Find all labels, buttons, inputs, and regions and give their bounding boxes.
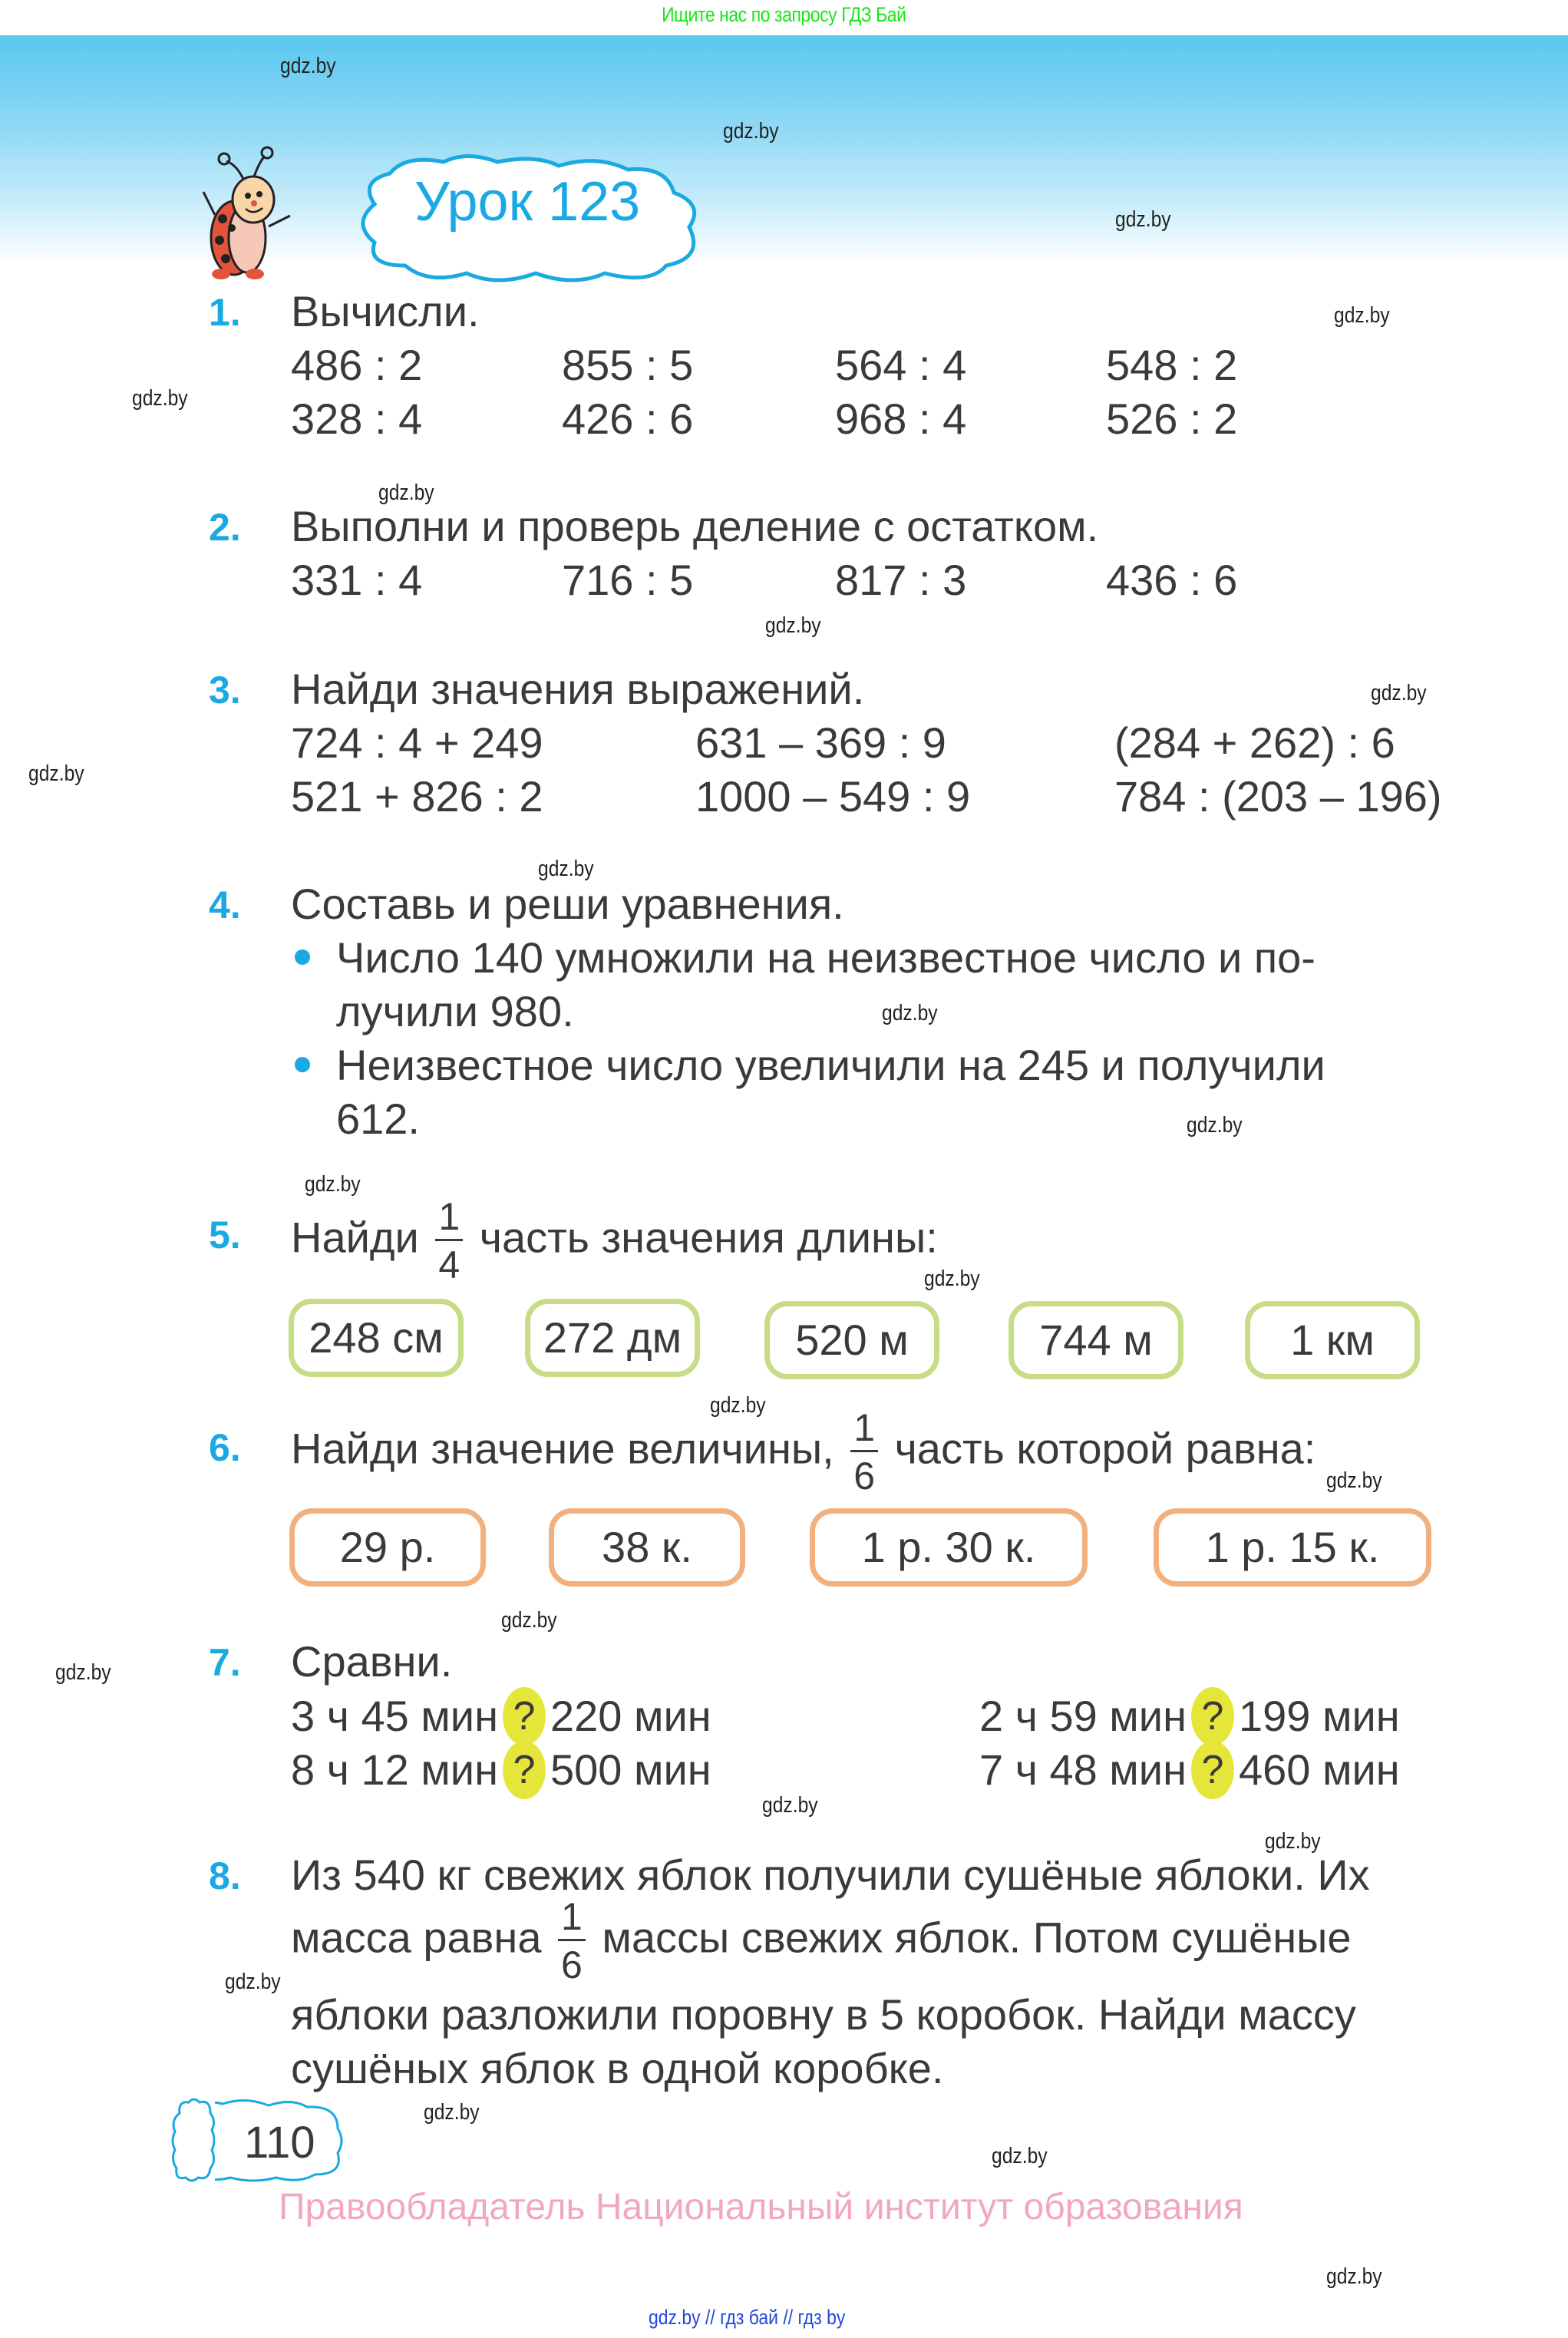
exercise-number: 1. <box>209 291 241 334</box>
ladybug-mascot-icon <box>192 142 303 280</box>
expression: 784 : (203 – 196) <box>1114 772 1442 821</box>
exercise-number: 6. <box>209 1426 241 1469</box>
fraction-numerator: 1 <box>850 1408 878 1452</box>
top-banner <box>0 0 1568 35</box>
expression: (284 + 262) : 6 <box>1114 718 1395 767</box>
exercise-number: 5. <box>209 1214 241 1257</box>
watermark: gdz.by <box>55 1660 111 1685</box>
exercise-title: Сравни. <box>291 1637 453 1686</box>
problem-text <box>291 1897 1352 1984</box>
watermark: gdz.by <box>1115 207 1171 232</box>
watermark: gdz.by <box>1334 303 1390 328</box>
exercise-number: 4. <box>209 883 241 926</box>
watermark: gdz.by <box>132 386 188 411</box>
watermark: gdz.by <box>538 857 594 881</box>
expression: 331 : 4 <box>291 556 423 604</box>
exercise-title: Найди значения выражений. <box>291 665 865 713</box>
comparison-row <box>979 1744 1400 1802</box>
price-value-card: 1 р. 15 к. <box>1154 1508 1431 1587</box>
compare-left: 8 ч 12 мин <box>291 1745 498 1794</box>
problem-text: Из 540 кг свежих яблок получили сушёные яблоки. Их <box>291 1851 1370 1899</box>
lesson-title: Урок 123 <box>414 171 641 233</box>
text-before-fraction: масса равна <box>291 1913 542 1962</box>
watermark: gdz.by <box>1326 1468 1382 1493</box>
fraction-denominator: 6 <box>561 1943 583 1986</box>
exercise-number: 3. <box>209 669 241 712</box>
watermark: gdz.by <box>28 761 84 786</box>
watermark: gdz.by <box>882 1001 938 1025</box>
expression: 1000 – 549 : 9 <box>695 772 971 821</box>
watermark: gdz.by <box>225 1970 281 1994</box>
text-after-fraction: массы свежих яблок. Потом сушёные <box>602 1913 1352 1962</box>
comparison-row <box>291 1690 711 1749</box>
length-value-card: 272 дм <box>525 1299 700 1377</box>
expression: 328 : 4 <box>291 395 423 443</box>
expression: 486 : 2 <box>291 341 423 389</box>
length-value-card: 744 м <box>1008 1301 1183 1379</box>
compare-left: 2 ч 59 мин <box>979 1691 1187 1740</box>
exercise-title: Составь и реши уравнения. <box>291 880 844 928</box>
compare-left: 3 ч 45 мин <box>291 1691 498 1740</box>
comparison-row <box>291 1744 711 1802</box>
exercise-title: Выполни и проверь деление с остатком. <box>291 502 1099 550</box>
expression: 548 : 2 <box>1106 341 1238 389</box>
length-value-card: 520 м <box>764 1301 939 1379</box>
title-after: часть значения длины: <box>479 1213 938 1262</box>
watermark: gdz.by <box>1187 1113 1243 1138</box>
watermark: gdz.by <box>723 119 779 144</box>
expression: 968 : 4 <box>835 395 967 443</box>
title-after: часть которой равна: <box>894 1424 1316 1473</box>
bullet-text: Число 140 умножили на неизвестное число и по- <box>336 933 1315 982</box>
footer-links[interactable]: gdz.by // гдз бай // гдз by <box>649 2306 846 2329</box>
expression: 426 : 6 <box>562 395 694 443</box>
watermark: gdz.by <box>710 1393 766 1418</box>
page-number: 110 <box>244 2118 315 2168</box>
compare-right: 500 мин <box>550 1745 711 1794</box>
watermark: gdz.by <box>280 54 336 78</box>
question-mark-icon: ? <box>1191 1741 1234 1799</box>
exercise-number: 7. <box>209 1641 241 1684</box>
fraction <box>435 1197 463 1284</box>
title-before: Найди значение величины, <box>291 1424 834 1473</box>
fraction-denominator: 4 <box>438 1243 460 1286</box>
expression: 724 : 4 + 249 <box>291 718 543 767</box>
exercise-number: 2. <box>209 506 241 549</box>
question-mark-icon: ? <box>503 1687 546 1745</box>
fraction <box>558 1897 586 1984</box>
top-banner-text: Ищите нас по запросу ГДЗ Бай <box>662 3 906 26</box>
question-mark-icon: ? <box>503 1741 546 1799</box>
problem-text: сушёных яблок в одной коробке. <box>291 2044 944 2092</box>
expression: 716 : 5 <box>562 556 694 604</box>
bullet-icon <box>295 1057 310 1072</box>
bullet-text: лучили 980. <box>336 987 574 1035</box>
compare-right: 460 мин <box>1239 1745 1400 1794</box>
watermark: gdz.by <box>1371 681 1427 705</box>
expression: 817 : 3 <box>835 556 967 604</box>
cloud-icon <box>170 2098 216 2184</box>
length-value-card: 1 км <box>1245 1301 1420 1379</box>
comparison-row <box>979 1690 1400 1749</box>
watermark: gdz.by <box>765 613 821 638</box>
watermark: gdz.by <box>1326 2264 1382 2289</box>
expression: 526 : 2 <box>1106 395 1238 443</box>
price-value-card: 29 р. <box>289 1508 486 1587</box>
exercise-title: Вычисли. <box>291 287 480 335</box>
exercise-title <box>291 1406 1316 1498</box>
fraction-denominator: 6 <box>853 1455 876 1498</box>
bullet-text: Неизвестное число увеличили на 245 и получили <box>336 1041 1325 1089</box>
fraction <box>850 1406 878 1498</box>
exercise-title <box>291 1197 938 1284</box>
length-value-card: 248 см <box>289 1299 464 1377</box>
price-value-card: 1 р. 30 к. <box>810 1508 1088 1587</box>
fraction-numerator: 1 <box>435 1197 463 1241</box>
question-mark-icon: ? <box>1191 1687 1234 1745</box>
watermark: gdz.by <box>762 1793 818 1818</box>
copyright-text: Правообладатель Национальный институт образования <box>279 2187 1243 2227</box>
expression: 855 : 5 <box>562 341 694 389</box>
watermark: gdz.by <box>924 1266 980 1291</box>
bullet-icon <box>295 949 310 965</box>
compare-right: 199 мин <box>1239 1691 1400 1740</box>
watermark: gdz.by <box>378 480 434 505</box>
expression: 631 – 369 : 9 <box>695 718 946 767</box>
watermark: gdz.by <box>1265 1829 1321 1854</box>
expression: 521 + 826 : 2 <box>291 772 543 821</box>
expression: 436 : 6 <box>1106 556 1238 604</box>
problem-text: яблоки разложили поровну в 5 коробок. Найди массу <box>291 1990 1356 2039</box>
watermark: gdz.by <box>992 2144 1048 2168</box>
compare-right: 220 мин <box>550 1691 711 1740</box>
watermark: gdz.by <box>424 2100 480 2125</box>
bullet-text: 612. <box>336 1095 420 1143</box>
watermark: gdz.by <box>501 1608 557 1633</box>
exercise-number: 8. <box>209 1854 241 1897</box>
watermark: gdz.by <box>305 1172 361 1197</box>
fraction-numerator: 1 <box>558 1897 586 1941</box>
compare-left: 7 ч 48 мин <box>979 1745 1187 1794</box>
price-value-card: 38 к. <box>549 1508 745 1587</box>
title-before: Найди <box>291 1213 419 1262</box>
expression: 564 : 4 <box>835 341 967 389</box>
